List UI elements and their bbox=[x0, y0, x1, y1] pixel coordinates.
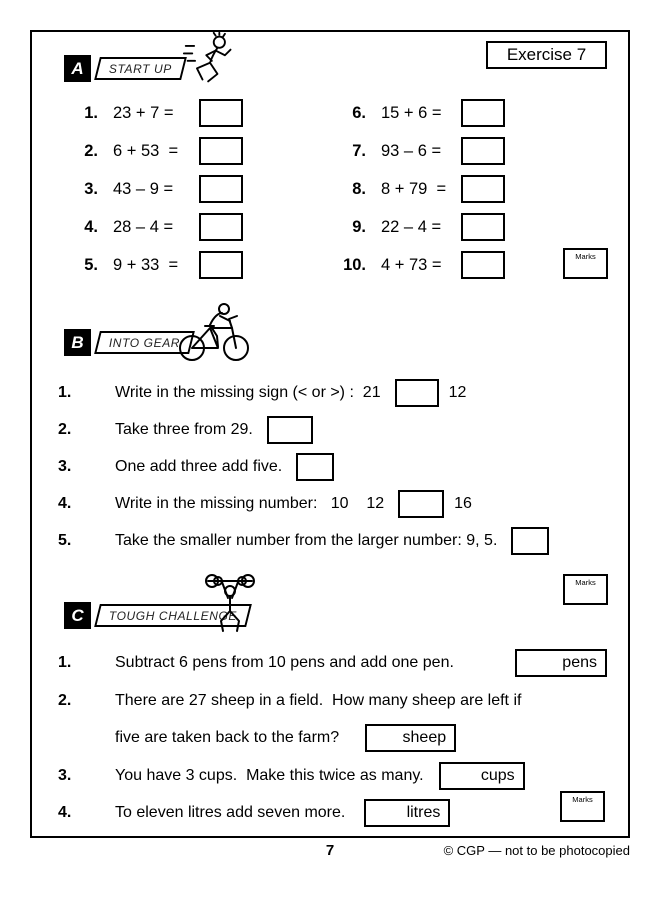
question-number: 4. bbox=[58, 804, 72, 821]
question-text: 28 – 4 = bbox=[113, 217, 174, 236]
answer-box[interactable] bbox=[199, 213, 243, 241]
unit-answer-box[interactable] bbox=[364, 799, 450, 827]
copyright: © CGP — not to be photocopied bbox=[443, 843, 630, 858]
question-number: 1. bbox=[58, 384, 72, 401]
question-number: 9. bbox=[352, 217, 366, 236]
question-row bbox=[58, 527, 559, 555]
question-number: 6. bbox=[352, 103, 366, 122]
question-number: 1. bbox=[58, 654, 72, 671]
question-number: 3. bbox=[58, 767, 72, 784]
answer-box[interactable] bbox=[461, 137, 505, 165]
unit-label: sheep bbox=[402, 729, 447, 746]
problem-row bbox=[80, 251, 243, 279]
section-a-title-text: START UP bbox=[109, 61, 173, 76]
marks-label: Marks bbox=[575, 578, 596, 587]
answer-box[interactable] bbox=[199, 137, 243, 165]
page-number: 7 bbox=[325, 842, 335, 859]
unit-answer-box[interactable] bbox=[365, 724, 456, 752]
question-text: 22 – 4 = bbox=[381, 217, 442, 236]
question-text: To eleven litres add seven more. bbox=[115, 804, 346, 821]
exercise-label: Exercise 7 bbox=[486, 41, 607, 69]
question-text-after: 12 bbox=[448, 384, 467, 401]
question-text: Write in the missing sign (< or >) : 21 bbox=[115, 384, 381, 401]
answer-box[interactable] bbox=[511, 527, 549, 555]
question-row bbox=[58, 379, 466, 407]
question-text: Take three from 29. bbox=[115, 421, 253, 438]
question-number: 10. bbox=[343, 255, 366, 274]
answer-box[interactable] bbox=[199, 175, 243, 203]
problem-row bbox=[80, 213, 243, 241]
question-row bbox=[115, 724, 456, 752]
unit-label: cups bbox=[480, 767, 515, 784]
problem-row bbox=[338, 137, 505, 165]
section-a-title bbox=[94, 57, 187, 80]
section-b-letter: B bbox=[64, 329, 91, 356]
question-text: Take the smaller number from the larger number: 9, 5. bbox=[115, 532, 498, 549]
problem-row bbox=[80, 175, 243, 203]
answer-box[interactable] bbox=[461, 213, 505, 241]
marks-label: Marks bbox=[572, 795, 593, 804]
question-row bbox=[58, 490, 472, 518]
answer-box[interactable] bbox=[461, 251, 505, 279]
question-row bbox=[58, 762, 525, 790]
unit-answer-box[interactable] bbox=[515, 649, 607, 677]
question-text: There are 27 sheep in a field. How many sheep are left if bbox=[115, 692, 522, 709]
question-number: 3. bbox=[84, 179, 98, 198]
runner-icon bbox=[182, 32, 238, 86]
question-text: 23 + 7 = bbox=[113, 103, 174, 122]
question-text: Write in the missing number: 10 12 bbox=[115, 495, 385, 512]
answer-box[interactable] bbox=[199, 251, 243, 279]
answer-box[interactable] bbox=[296, 453, 334, 481]
section-a-letter: A bbox=[64, 55, 91, 82]
marks-label: Marks bbox=[575, 252, 596, 261]
answer-box[interactable] bbox=[199, 99, 243, 127]
question-text: Subtract 6 pens from 10 pens and add one pen. bbox=[115, 654, 454, 671]
problem-row bbox=[338, 175, 505, 203]
question-number: 5. bbox=[84, 255, 98, 274]
question-number: 1. bbox=[84, 103, 98, 122]
question-text: You have 3 cups. Make this twice as many. bbox=[115, 767, 424, 784]
question-number: 5. bbox=[58, 532, 72, 549]
section-c-title-text: TOUGH CHALLENGE bbox=[109, 608, 238, 623]
question-text: five are taken back to the farm? bbox=[115, 729, 340, 746]
question-row bbox=[58, 687, 521, 715]
problem-row bbox=[338, 251, 505, 279]
answer-box[interactable] bbox=[267, 416, 313, 444]
question-text-after: 16 bbox=[454, 495, 472, 512]
question-text: 8 + 79 = bbox=[381, 179, 447, 198]
question-number: 4. bbox=[58, 495, 72, 512]
question-text: One add three add five. bbox=[115, 458, 283, 475]
marks-box[interactable] bbox=[560, 791, 605, 822]
answer-box[interactable] bbox=[395, 379, 439, 407]
problem-row bbox=[338, 99, 505, 127]
question-number: 2. bbox=[84, 141, 98, 160]
question-text: 4 + 73 = bbox=[381, 255, 442, 274]
question-text: 6 + 53 = bbox=[113, 141, 179, 160]
section-c-letter: C bbox=[64, 602, 91, 629]
question-row bbox=[58, 453, 344, 481]
question-number: 2. bbox=[58, 692, 72, 709]
question-number: 7. bbox=[352, 141, 366, 160]
marks-box[interactable] bbox=[563, 574, 608, 605]
unit-label: litres bbox=[406, 804, 441, 821]
unit-answer-box[interactable] bbox=[439, 762, 525, 790]
cyclist-icon bbox=[174, 302, 254, 362]
answer-box[interactable] bbox=[461, 99, 505, 127]
question-text: 93 – 6 = bbox=[381, 141, 442, 160]
question-number: 3. bbox=[58, 458, 72, 475]
problem-row bbox=[338, 213, 505, 241]
question-number: 8. bbox=[352, 179, 366, 198]
question-number: 2. bbox=[58, 421, 72, 438]
question-number: 4. bbox=[84, 217, 98, 236]
unit-label: pens bbox=[562, 654, 597, 671]
answer-box[interactable] bbox=[461, 175, 505, 203]
weightlifter-icon bbox=[204, 571, 256, 635]
question-row bbox=[58, 799, 450, 827]
section-b-title-text: INTO GEAR bbox=[109, 335, 181, 350]
answer-box[interactable] bbox=[398, 490, 444, 518]
problem-row bbox=[80, 137, 243, 165]
marks-box[interactable] bbox=[563, 248, 608, 279]
question-text: 9 + 33 = bbox=[113, 255, 179, 274]
question-row bbox=[58, 649, 607, 677]
question-text: 15 + 6 = bbox=[381, 103, 442, 122]
problem-row bbox=[80, 99, 243, 127]
question-row bbox=[58, 416, 323, 444]
question-text: 43 – 9 = bbox=[113, 179, 174, 198]
